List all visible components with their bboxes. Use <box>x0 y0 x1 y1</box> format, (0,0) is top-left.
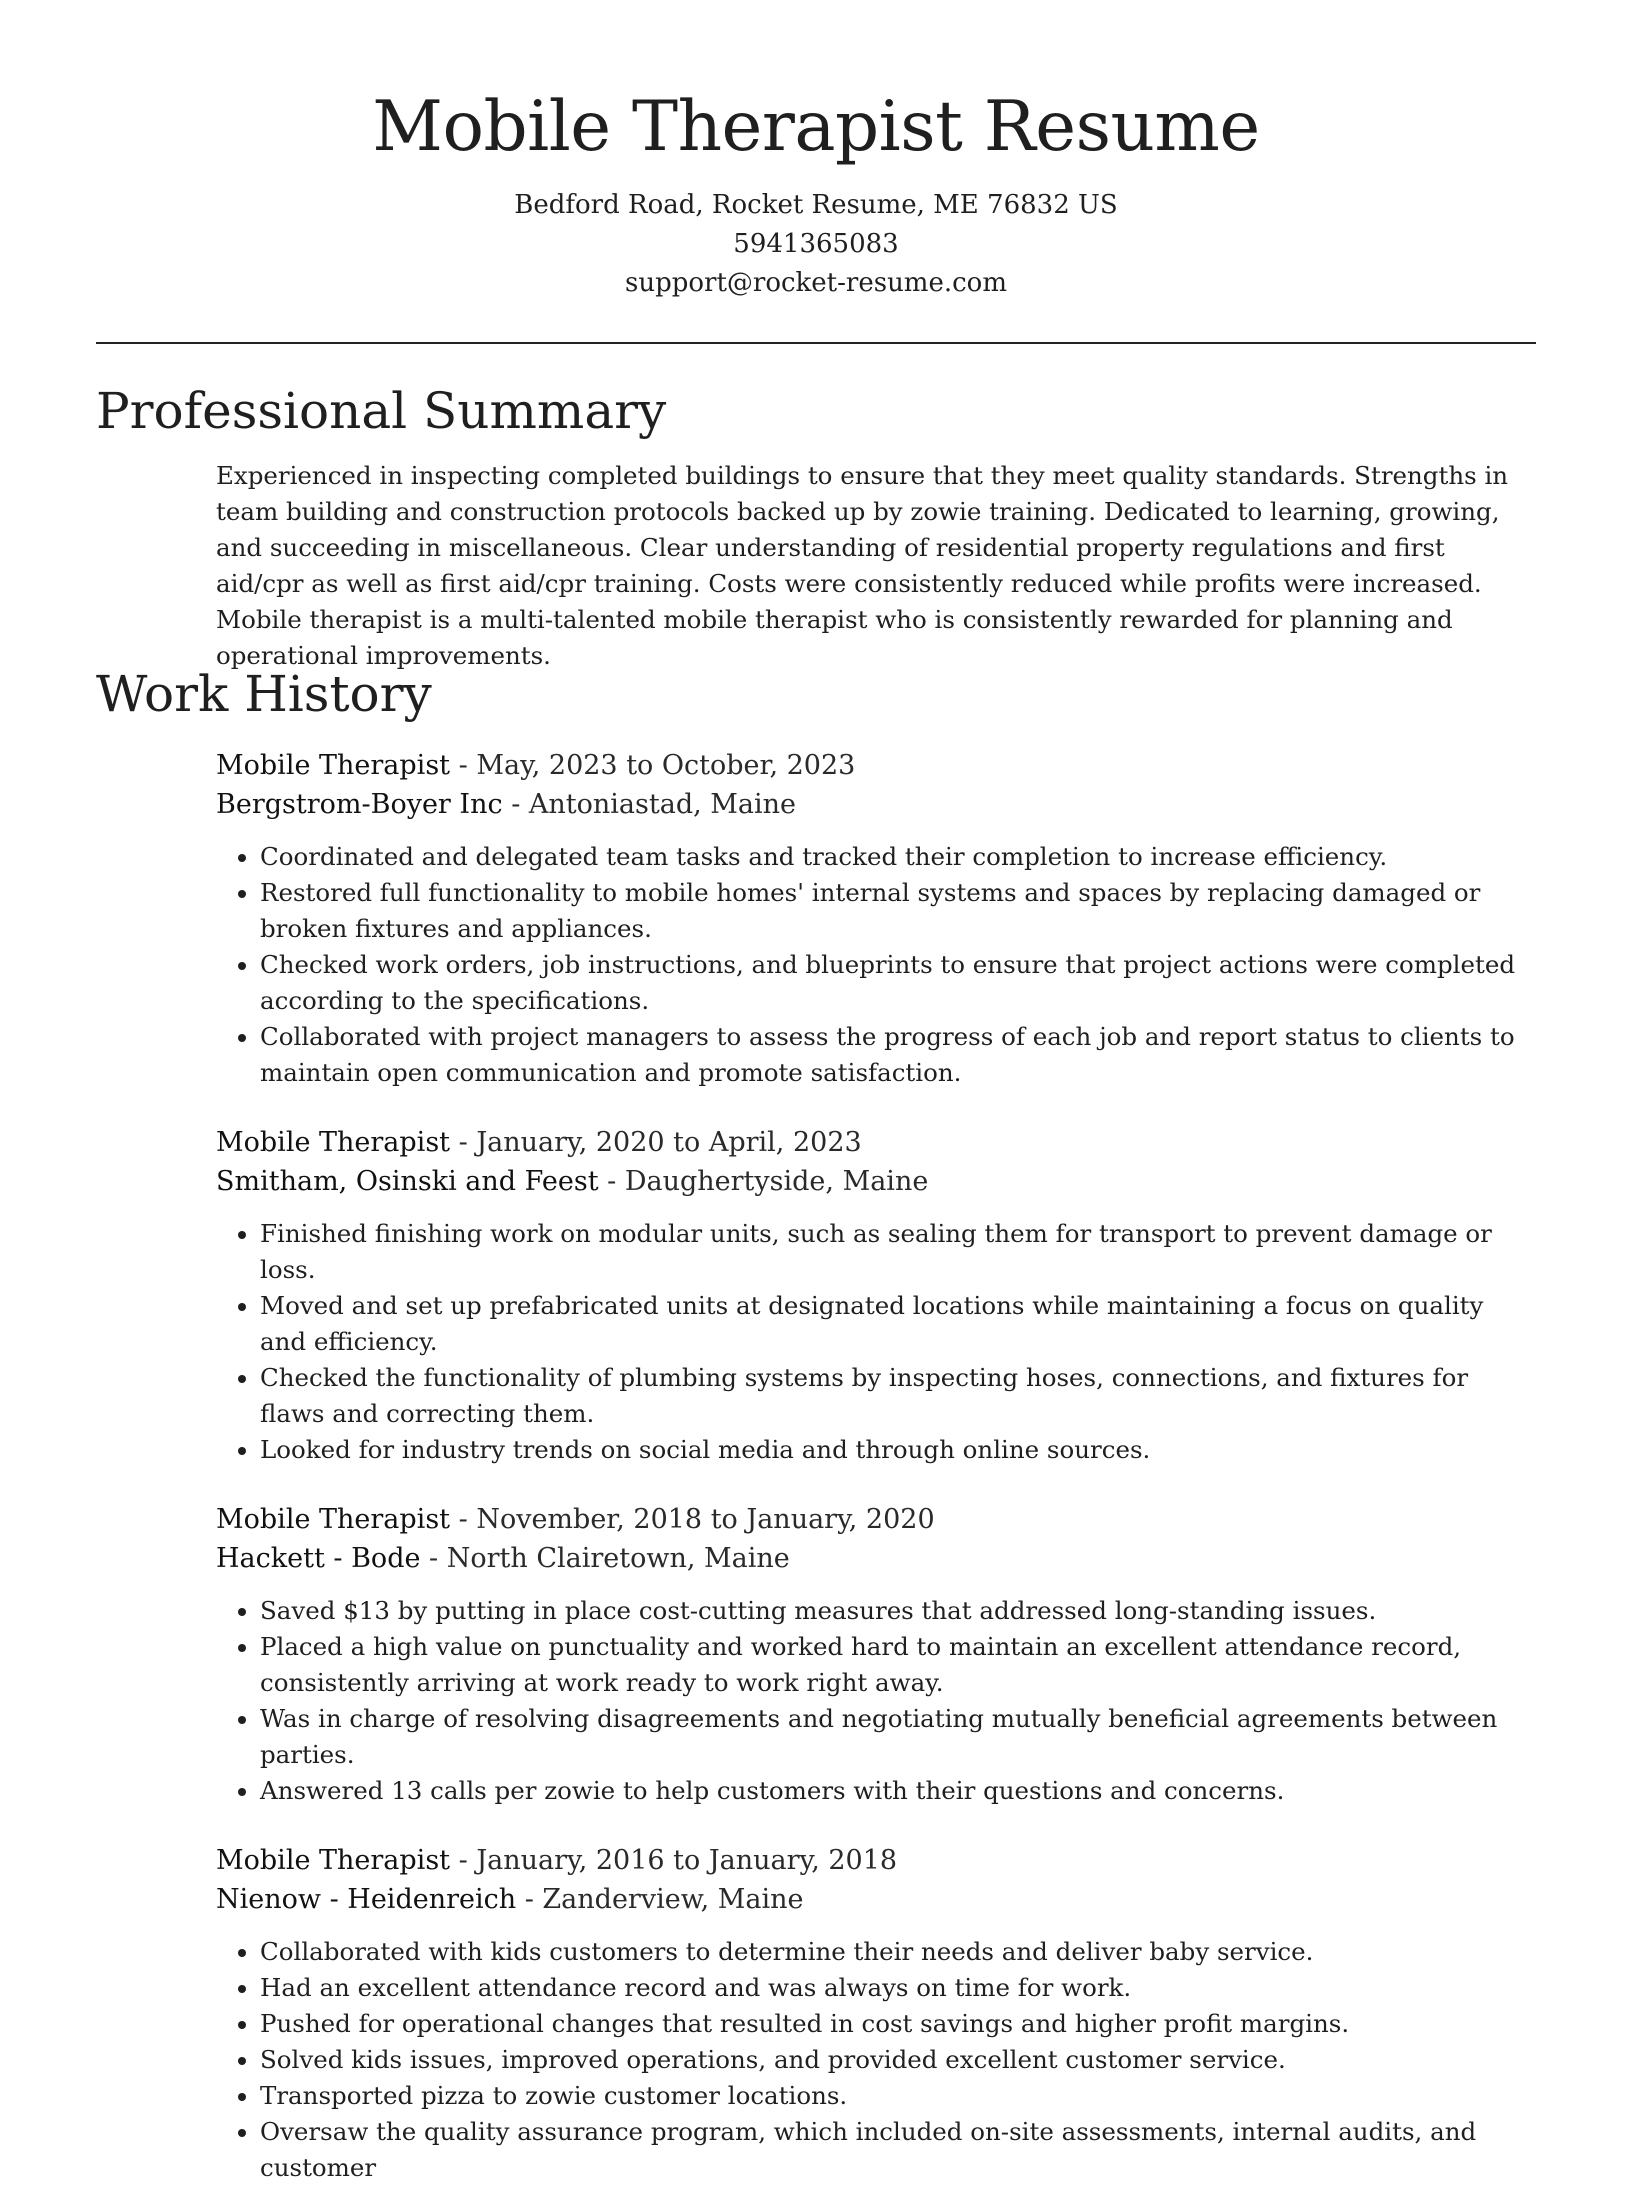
job-title: Mobile Therapist <box>216 1845 451 1876</box>
header-divider <box>96 342 1536 344</box>
job-title-line <box>216 1841 1536 1880</box>
work-history-heading: Work History <box>96 665 432 723</box>
summary-text: Experienced in inspecting completed buildings to ensure that they meet quality standards. Strengths in team building and construction protocols backed up by zowie training. Dedicated to learning, growing, and succeeding in miscellaneous. Clear understanding of residential property regulations and first aid/cpr as well as first aid/cpr training. Costs were consistently reduced while profits were increased. Mobile therapist is a multi-talented mobile therapist who is consistently rewarded for planning and operational improvements. <box>216 461 1509 670</box>
page-title: Mobile Therapist Resume <box>372 87 1260 167</box>
job-location: - Daughertyside, Maine <box>598 1166 929 1197</box>
job-company-line <box>216 785 1536 824</box>
job-bullet: • Coordinated and delegated team tasks and tracked their completion to increase efficiency. <box>260 839 1536 875</box>
contact-info <box>0 186 1632 303</box>
job-bullet: • Had an excellent attendance record and was always on time for work. <box>260 1970 1536 2006</box>
job-bullet: • Finished finishing work on modular units, such as sealing them for transport to prevent damage or loss. <box>260 1216 1536 1288</box>
job-bullets <box>216 839 1536 1091</box>
job-bullet: • Looked for industry trends on social media and through online sources. <box>260 1432 1536 1468</box>
contact-address: Bedford Road, Rocket Resume, ME 76832 US <box>514 190 1118 220</box>
job-entry <box>216 1500 1536 1809</box>
job-title-line <box>216 1123 1536 1162</box>
job-title: Mobile Therapist <box>216 750 451 781</box>
job-bullet: • Answered 13 calls per zowie to help customers with their questions and concerns. <box>260 1773 1536 1809</box>
contact-phone: 5941365083 <box>733 229 899 259</box>
job-company-line <box>216 1539 1536 1578</box>
job-company-line <box>216 1880 1536 1919</box>
job-entry <box>216 746 1536 1091</box>
job-dates: - January, 2016 to January, 2018 <box>450 1845 898 1876</box>
job-company: Nienow - Heidenreich <box>216 1884 517 1915</box>
job-bullets <box>216 1934 1536 2186</box>
job-bullets <box>216 1593 1536 1809</box>
job-bullet: • Moved and set up prefabricated units at designated locations while maintaining a focus on quality and efficiency. <box>260 1288 1536 1360</box>
job-title: Mobile Therapist <box>216 1127 451 1158</box>
job-location: - North Clairetown, Maine <box>420 1543 790 1574</box>
job-location: - Zanderview, Maine <box>516 1884 804 1915</box>
job-location: - Antoniastad, Maine <box>502 789 797 820</box>
job-entry <box>216 1123 1536 1468</box>
job-bullet: • Was in charge of resolving disagreements and negotiating mutually beneficial agreements between parties. <box>260 1701 1536 1773</box>
job-entry <box>216 1841 1536 2186</box>
job-company-line <box>216 1162 1536 1201</box>
job-bullet: • Checked the functionality of plumbing systems by inspecting hoses, connections, and fixtures for flaws and correcting them. <box>260 1360 1536 1432</box>
job-company: Hackett - Bode <box>216 1543 421 1574</box>
job-bullets <box>216 1216 1536 1468</box>
job-title: Mobile Therapist <box>216 1504 451 1535</box>
job-title-line <box>216 746 1536 785</box>
job-bullet: • Saved $13 by putting in place cost-cutting measures that addressed long-standing issues. <box>260 1593 1536 1629</box>
resume-header <box>0 0 1632 303</box>
job-bullet: • Oversaw the quality assurance program, which included on-site assessments, internal audits, and customer <box>260 2114 1536 2186</box>
job-dates: - May, 2023 to October, 2023 <box>450 750 856 781</box>
job-title-line <box>216 1500 1536 1539</box>
job-bullet: • Solved kids issues, improved operations, and provided excellent customer service. <box>260 2042 1536 2078</box>
job-bullet: • Placed a high value on punctuality and worked hard to maintain an excellent attendance record, consistently arriving at work ready to work right away. <box>260 1629 1536 1701</box>
job-bullet: • Checked work orders, job instructions, and blueprints to ensure that project actions were completed according to the specifications. <box>260 947 1536 1019</box>
summary-heading: Professional Summary <box>96 382 667 440</box>
job-company: Smitham, Osinski and Feest <box>216 1166 599 1197</box>
job-bullet: • Collaborated with kids customers to determine their needs and deliver baby service. <box>260 1934 1536 1970</box>
job-company: Bergstrom-Boyer Inc <box>216 789 503 820</box>
job-list <box>216 746 1536 2186</box>
job-dates: - November, 2018 to January, 2020 <box>450 1504 935 1535</box>
job-dates: - January, 2020 to April, 2023 <box>450 1127 862 1158</box>
job-bullet: • Pushed for operational changes that resulted in cost savings and higher profit margins. <box>260 2006 1536 2042</box>
job-bullet: • Transported pizza to zowie customer locations. <box>260 2078 1536 2114</box>
job-bullet: • Restored full functionality to mobile homes' internal systems and spaces by replacing damaged or broken fixtures and appliances. <box>260 875 1536 947</box>
job-bullet: • Collaborated with project managers to assess the progress of each job and report status to clients to maintain open communication and promote satisfaction. <box>260 1019 1536 1091</box>
contact-email: support@rocket-resume.com <box>624 268 1007 298</box>
